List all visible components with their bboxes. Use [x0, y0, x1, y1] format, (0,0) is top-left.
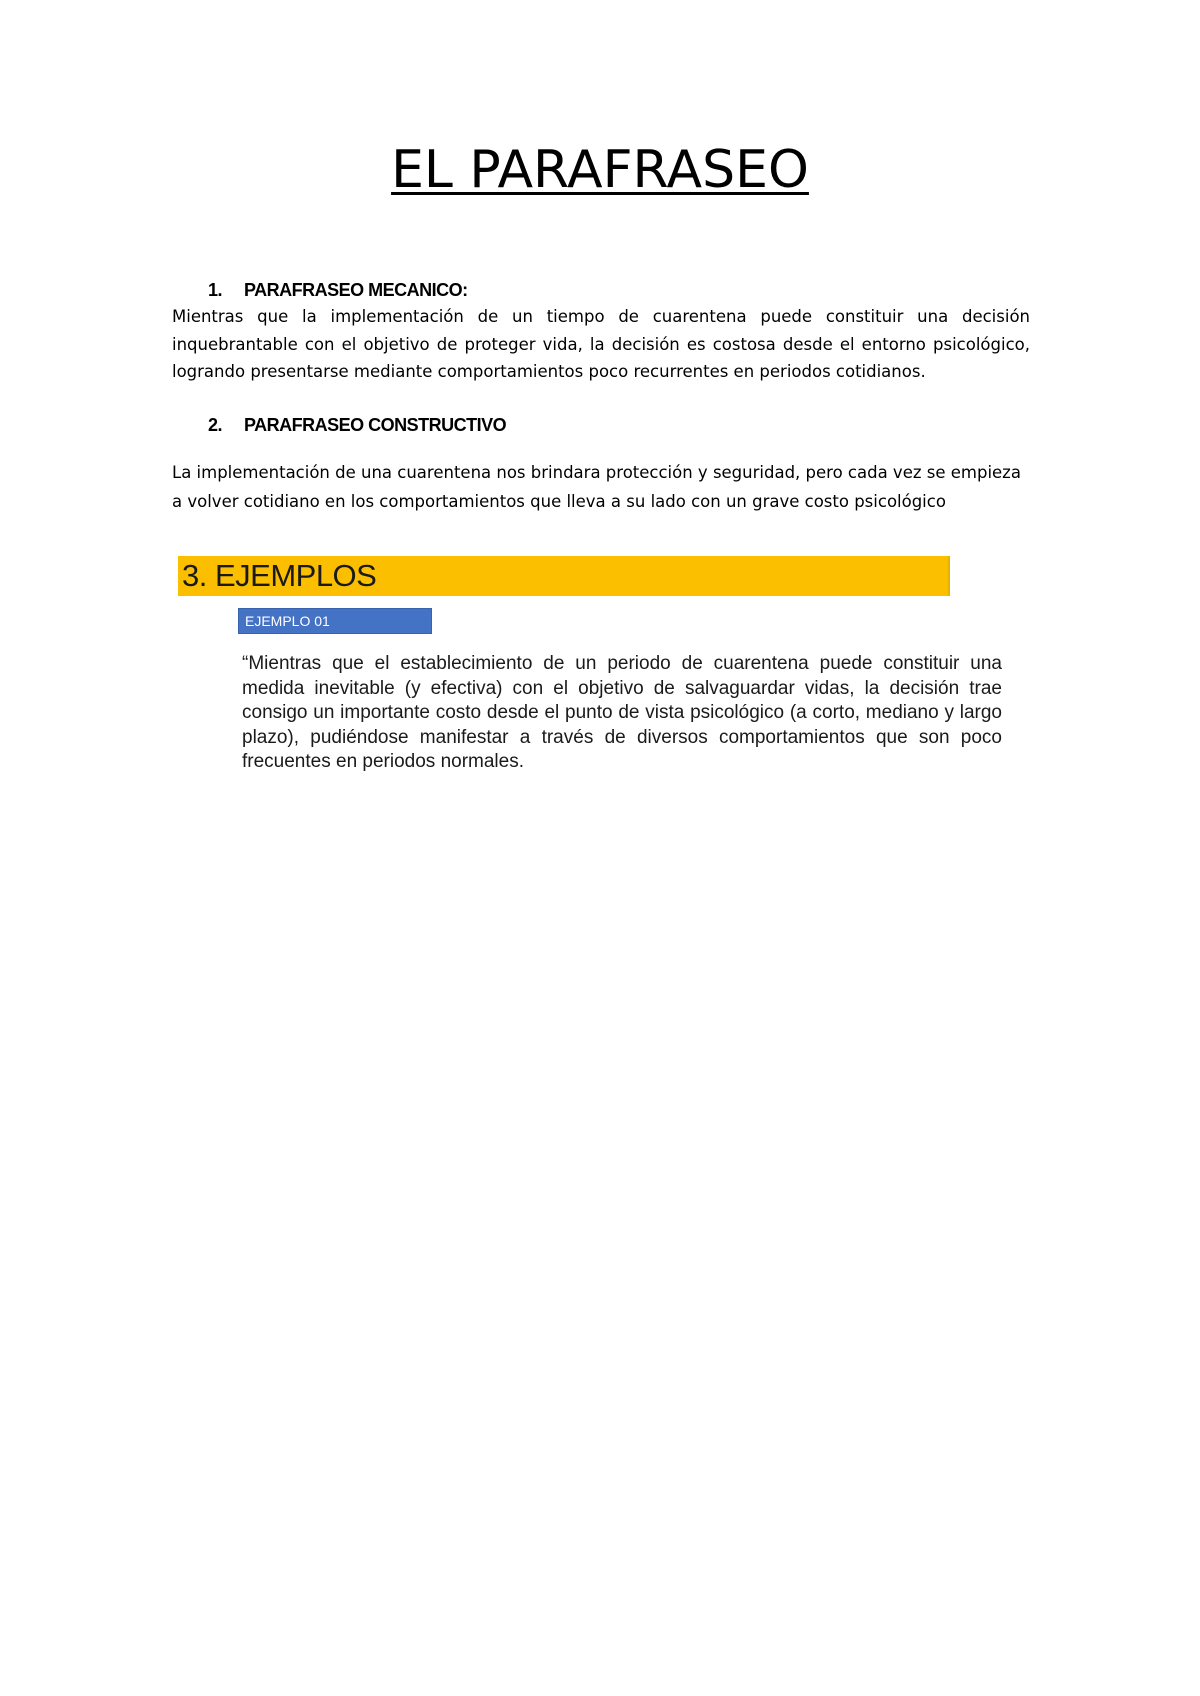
section-heading-constructivo [208, 413, 506, 437]
example-image [172, 552, 1002, 802]
section-heading-text: PARAFRASEO CONSTRUCTIVO [244, 415, 507, 435]
section-number: 1. [208, 280, 223, 300]
section-heading-text: PARAFRASEO MECANICO: [244, 280, 468, 300]
page-title: EL PARAFRASEO [391, 140, 809, 200]
examples-banner-label: 3. EJEMPLOS [182, 558, 377, 593]
section-number: 2. [208, 415, 223, 435]
section-body-mecanico: Mientras que la implementación de un tiempo de cuarentena puede constituir una decisión inquebrantable con el objetivo de proteger vida, la decisión es costosa desde el entorno psicológico, logrando presentarse mediante comportamientos poco recurrentes en periodos cotidianos. [172, 307, 1030, 381]
examples-banner [178, 556, 950, 596]
section-body-constructivo: La implementación de una cuarentena nos brindara protección y seguridad, pero cada vez se empieza a volver cotidiano en los comportamientos que lleva a su lado con un grave costo psicológico [172, 463, 1021, 511]
example-quote: “Mientras que el establecimiento de un periodo de cuarentena puede constituir una medida inevitable (y efectiva) con el objetivo de salvaguardar vidas, la decisión trae consigo un importante costo desde el punto de vista psicológico (a corto, mediano y largo plazo), pudiéndose manifestar a través de diversos comportamientos que son poco frecuentes en periodos normales. [242, 653, 1002, 772]
section-heading-mecanico [208, 278, 468, 302]
example-tag [238, 608, 432, 634]
example-tag-label: EJEMPLO 01 [245, 613, 330, 629]
